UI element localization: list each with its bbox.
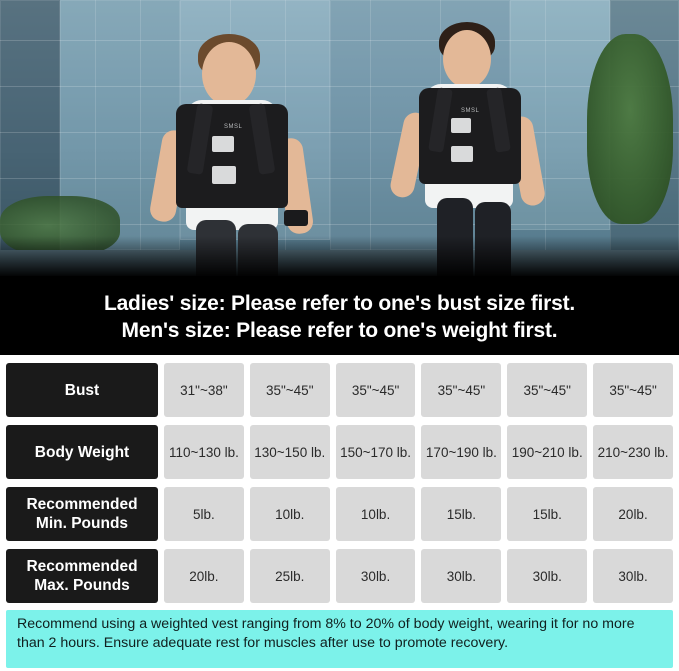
facade-line [140,0,141,260]
cell-min-3: 10lb. [336,487,416,541]
row-header-max-pounds-line1: Recommended [26,558,138,575]
table-row [6,487,673,541]
table-row [6,425,673,479]
cell-bust-3: 35"~45" [336,363,416,417]
vest-buckle [212,166,236,184]
caption-band [0,276,679,355]
cell-weight-6: 210~230 lb. [593,425,673,479]
table-row [6,549,673,603]
row-header-min-pounds-line2: Min. Pounds [35,515,129,532]
vest-logo: SMSL [461,108,480,114]
wrist-watch [284,210,308,226]
caption-line-men: Men's size: Please refer to one's weight first. [121,318,558,342]
vest-buckle [451,146,473,162]
cell-max-1: 20lb. [164,549,244,603]
cell-max-6: 30lb. [593,549,673,603]
cell-weight-5: 190~210 lb. [507,425,587,479]
table-row [6,363,673,417]
cell-bust-2: 35"~45" [250,363,330,417]
cell-min-6: 20lb. [593,487,673,541]
row-header-max-pounds [6,549,158,603]
tree [587,34,673,224]
cell-max-2: 25lb. [250,549,330,603]
caption-line-ladies: Ladies' size: Please refer to one's bust size first. [103,291,576,315]
recommendation-note-text: Recommend using a weighted vest ranging from 8% to 20% of body weight, wearing it for no more than 2 hours. Ensure adequate rest for muscles after use to promote recovery. [17,616,635,651]
row-header-bust: Bust [6,363,158,417]
vest-buckle [451,118,471,133]
cell-bust-4: 35"~45" [421,363,501,417]
photo-fade-overlay [0,236,679,278]
cell-weight-4: 170~190 lb. [421,425,501,479]
lifestyle-photo [0,0,679,290]
cell-max-4: 30lb. [421,549,501,603]
row-header-min-pounds-line1: Recommended [26,496,138,513]
vest-logo: SMSL [224,124,243,130]
cell-min-5: 15lb. [507,487,587,541]
cell-weight-3: 150~170 lb. [336,425,416,479]
size-chart-table [0,355,679,611]
cell-max-5: 30lb. [507,549,587,603]
cell-weight-2: 130~150 lb. [250,425,330,479]
cell-bust-1: 31"~38" [164,363,244,417]
cell-min-1: 5lb. [164,487,244,541]
cell-bust-5: 35"~45" [507,363,587,417]
head [443,30,491,88]
facade-line [370,0,371,260]
row-header-max-pounds-line2: Max. Pounds [34,577,130,594]
cell-bust-6: 35"~45" [593,363,673,417]
cell-weight-1: 110~130 lb. [164,425,244,479]
vest-buckle [212,136,234,152]
row-header-body-weight: Body Weight [6,425,158,479]
row-header-min-pounds [6,487,158,541]
cell-min-2: 10lb. [250,487,330,541]
recommendation-note [6,610,673,668]
head [202,42,256,106]
cell-max-3: 30lb. [336,549,416,603]
size-table-container [0,355,679,611]
cell-min-4: 15lb. [421,487,501,541]
